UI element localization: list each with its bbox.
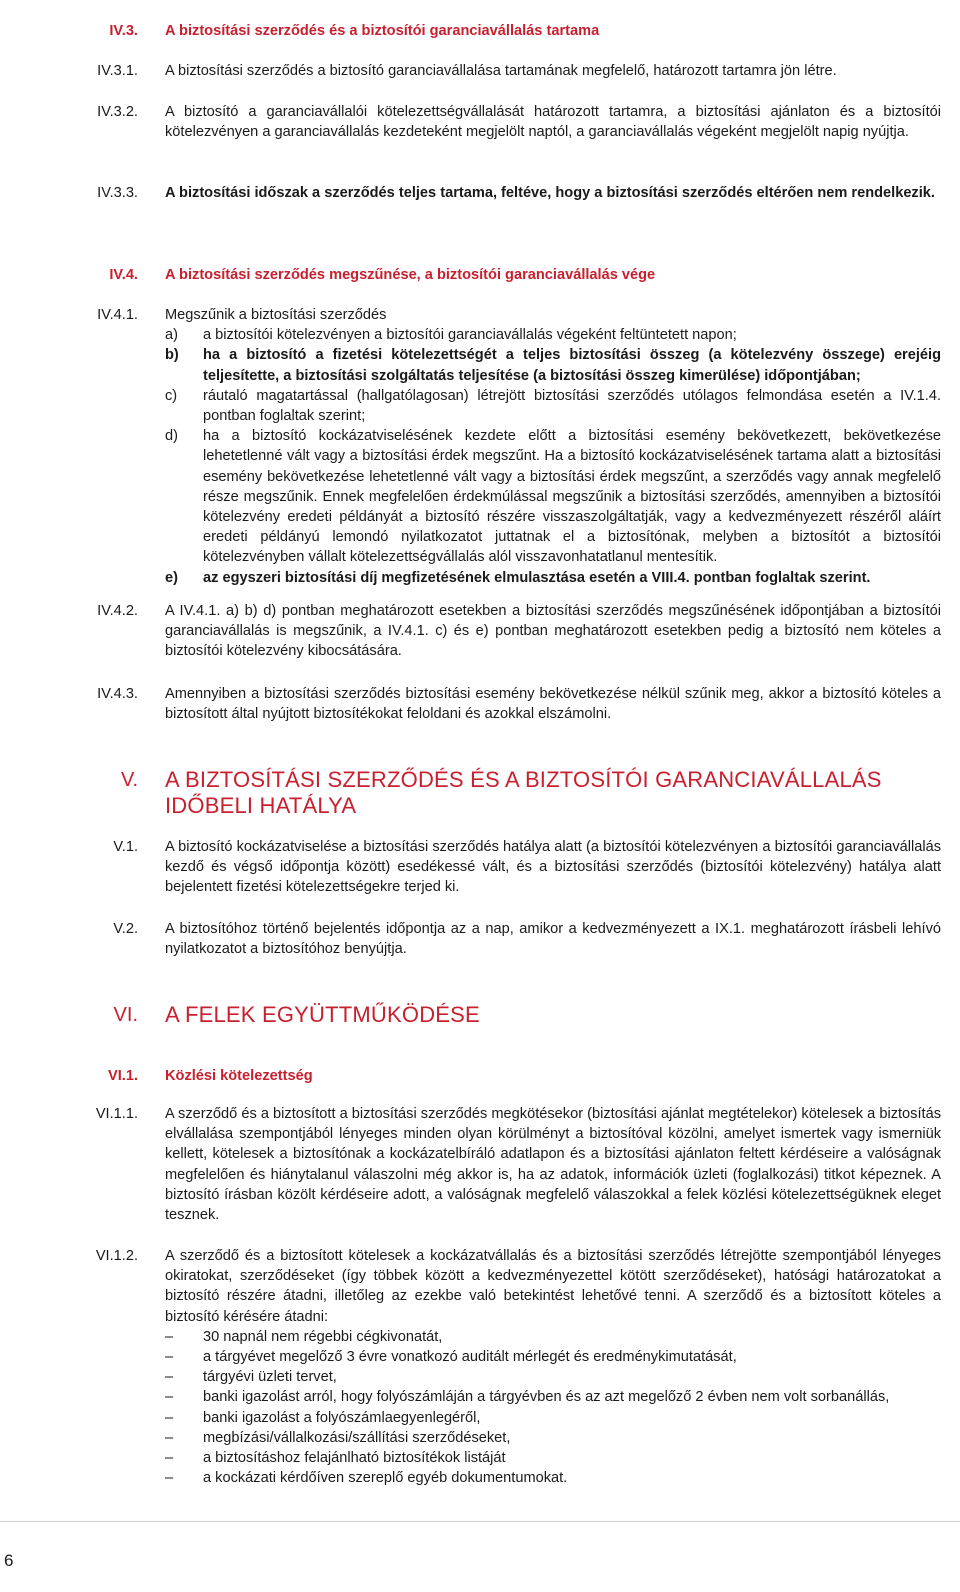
paragraph-number: IV.3.1. — [97, 63, 138, 79]
chapter-number: VI. — [113, 1004, 138, 1026]
paragraph-number: IV.4.1. — [97, 307, 138, 323]
dash-bullet: – — [165, 1409, 174, 1426]
section-number: IV.4. — [109, 267, 138, 283]
paragraph-number: V.2. — [113, 921, 138, 937]
dash-item-text: 30 napnál nem régebbi cégkivonatát, — [203, 1328, 443, 1345]
dash-bullet: – — [165, 1349, 174, 1366]
dash-bullet: – — [165, 1389, 174, 1406]
paragraph-text: A biztosítási időszak a szerződés teljes tartama, feltéve, hogy a biztosítási szerződés eltérően nem rendelkezik. — [165, 185, 935, 201]
paragraph-number: V.1. — [113, 839, 138, 855]
paragraph-number: IV.4.2. — [97, 603, 138, 619]
item-text: az egyszeri biztosítási díj megfizetésének elmulasztása esetén a VIII.4. pontban foglaltak szerint. — [203, 569, 871, 586]
dash-list-item — [165, 1408, 941, 1428]
subsection-number: VI.1. — [107, 1068, 138, 1084]
dash-list-item — [165, 1327, 941, 1347]
dash-list-item — [165, 1468, 941, 1488]
chapter-title: A FELEK EGYÜTTMŰKÖDÉSE — [165, 1002, 480, 1027]
item-text: a biztosítói kötelezvényen a biztosítói garanciavállalás végeként feltüntetett napon; — [203, 327, 737, 344]
list-intro: Megszűnik a biztosítási szerződés — [165, 307, 387, 323]
dash-item-text: a kockázati kérdőíven szereplő egyéb dokumentumokat. — [203, 1470, 568, 1487]
paragraph-body — [165, 1246, 941, 1488]
dash-list-item — [165, 1367, 941, 1387]
item-label: b) — [165, 347, 179, 364]
section-title: A biztosítási szerződés megszűnése, a biztosítói garanciavállalás vége — [165, 267, 656, 283]
dash-bullet: – — [165, 1470, 174, 1487]
paragraph-text: A biztosító a garanciavállalói kötelezettségvállalását határozott tartamra, a biztosítási ajánlaton és a biztosítói kötelezvényen a garanciavállalás kezdeteként megjelölt naptól, a garanciavállalás végeként megjelölt napig nyújtja. — [165, 104, 941, 141]
dash-list-item — [165, 1387, 941, 1407]
dash-item-text: tárgyévi üzleti tervet, — [203, 1369, 337, 1386]
chapter-title — [165, 767, 941, 819]
paragraph-text: A szerződő és a biztosított a biztosítási szerződés megkötésekor (biztosítási ajánlat megtételekor) kötelesek a biztosítás elvállalása szempontjából lényeges minden olyan körülményt a biztosítóval közölni, amelyet ismertek vagy ismerniük kellett, kötelesek a biztosítónak a kockázatelbíráló adatlapon és a biztosítási ajánlaton feltett kérdéseire a valóságnak megfelelően és hiánytalanul válaszolni még akkor is, ha az adatok, információk üzleti (foglalkozási) titkot képeznek. A biztosító írásban közölt kérdéseire adott, a valóságnak megfelelő válaszokkal a felek közlési kötelezettségüknek eleget tesznek. — [165, 1106, 941, 1224]
item-label: e) — [165, 569, 178, 586]
item-text: ráutaló magatartással (hallgatólagosan) létrejött biztosítási szerződés utólagos felmondása esetén a IV.1.4. pontban foglaltak szerint; — [203, 387, 941, 425]
paragraph-body — [165, 305, 941, 588]
chapter-title-line: IDŐBELI HATÁLYA — [165, 793, 357, 818]
item-text: ha a biztosító kockázatviselésének kezdete előtt a biztosítási esemény bekövetkezett, bekövetkezése lehetetlenné vált vagy a biztosítási érdek megszűnt. Ha a biztosító kockázatviselésének tartama alatt a biztosítási esemény bekövetkezése lehetetlenné vált vagy a biztosítási érdek megszűnt, a szerződés vagy annak megfelelő része megszűnik. Ennek megfelelően érdekmúlással megszűnik a biztosítási szerződés, amennyiben a biztosítói kötelezvény eredeti példányát a biztosító részére visszaszolgáltatják, vagy a kedvezményezett részéről aláírt eredeti példányú lemondó nyilatkozatot juttatnak el a biztosítónak, melyben a biztosítót a biztosítói kötelezvényben vállalt kötelezettségvállalás alól visszavonhatatlanul mentesítik. — [203, 428, 941, 566]
chapter-number: V. — [120, 769, 138, 791]
list-item — [165, 386, 941, 426]
dash-item-text: megbízási/vállalkozási/szállítási szerződéseket, — [203, 1429, 511, 1446]
dash-list-item — [165, 1428, 941, 1448]
dash-bullet: – — [165, 1450, 174, 1467]
paragraph-number: IV.3.2. — [97, 104, 138, 120]
dash-bullet: – — [165, 1429, 174, 1446]
dash-list-item — [165, 1347, 941, 1367]
paragraph-number: IV.4.3. — [97, 686, 138, 702]
section-title: A biztosítási szerződés és a biztosítói garanciavállalás tartama — [165, 23, 600, 39]
dash-item-text: a biztosításhoz felajánlható biztosítékok listáját — [203, 1450, 506, 1467]
item-label: a) — [165, 327, 178, 344]
subsection-title: Közlési kötelezettség — [165, 1068, 313, 1084]
paragraph-number: VI.1.2. — [95, 1248, 138, 1264]
dash-bullet: – — [165, 1369, 174, 1386]
dash-item-text: banki igazolást a folyószámlaegyenlegéről, — [203, 1409, 481, 1426]
dash-bullet: – — [165, 1328, 174, 1345]
paragraph-number: IV.3.3. — [97, 185, 138, 201]
paragraph-text: A IV.4.1. a) b) d) pontban meghatározott esetekben a biztosítási szerződés megszűnésének időpontjában a biztosítói garanciavállalás is megszűnik, a IV.4.1. c) és e) pontban meghatározott esetekben pedig a biztosító nem köteles a biztosítói kötelezvény kibocsátására. — [165, 603, 941, 660]
dash-list — [165, 1327, 941, 1489]
section-number: IV.3. — [109, 23, 138, 39]
paragraph-number: VI.1.1. — [95, 1106, 138, 1122]
item-label: c) — [165, 387, 178, 404]
list-item — [165, 345, 941, 385]
footer-rule — [0, 1521, 960, 1522]
paragraph-text: A szerződő és a biztosított kötelesek a kockázatvállalás és a biztosítási szerződés létrejötte szempontjából lényeges okiratokat, szerződéseket (így többek között a kedvezményezettel kötött szerződéseket), hatósági határozatokat a biztosító részére átadni, illetőleg az ezekbe való betekintést lehetővé tenni. A szerződő és a biztosított köteles a biztosító kérésére átadni: — [165, 1248, 941, 1325]
list-item — [165, 568, 941, 588]
dash-item-text: a tárgyévet megelőző 3 évre vonatkozó auditált mérlegét és eredménykimutatását, — [203, 1349, 737, 1366]
dash-item-text: banki igazolást arról, hogy folyószámláján a tárgyévben és az azt megelőző 2 évben nem volt sorbanállás, — [203, 1389, 890, 1406]
paragraph-text: A biztosítóhoz történő bejelentés időpontja az a nap, amikor a kedvezményezett a IX.1. meghatározott írásbeli lehívó nyilatkozatot a biztosítóhoz benyújtja. — [165, 921, 941, 958]
paragraph-text: A biztosítási szerződés a biztosító garanciavállalása tartamának megfelelő, határozott tartamra jön létre. — [165, 63, 837, 79]
item-text: ha a biztosító a fizetési kötelezettségét a teljes biztosítási összeg (a kötelezvény összege) erejéig teljesítette, a biztosítási szolgáltatás teljesítése (a biztosítási összeg kimerülése) időpontjában; — [203, 347, 941, 384]
item-label: d) — [165, 428, 178, 445]
chapter-title-line: A BIZTOSÍTÁSI SZERZŐDÉS ÉS A BIZTOSÍTÓI GARANCIAVÁLLALÁS — [165, 767, 882, 792]
list-item — [165, 325, 941, 345]
list-item — [165, 426, 941, 567]
paragraph-text: A biztosító kockázatviselése a biztosítási szerződés hatálya alatt (a biztosítói kötelezvényen a biztosítói garanciavállalás kezdő és végső időpontja között) esedékessé vált, és a biztosítási szerződés (biztosítói kötelezvény) hatálya alatt bejelentett fizetési kötelezettségekre terjed ki. — [165, 839, 941, 896]
paragraph-text: Amennyiben a biztosítási szerződés biztosítási esemény bekövetkezése nélkül szűnik meg, akkor a biztosító köteles a biztosított által nyújtott biztosítékokat feloldani és azokkal elszámolni. — [165, 686, 941, 723]
dash-list-item — [165, 1448, 941, 1468]
page-number: 6 — [4, 1551, 14, 1570]
